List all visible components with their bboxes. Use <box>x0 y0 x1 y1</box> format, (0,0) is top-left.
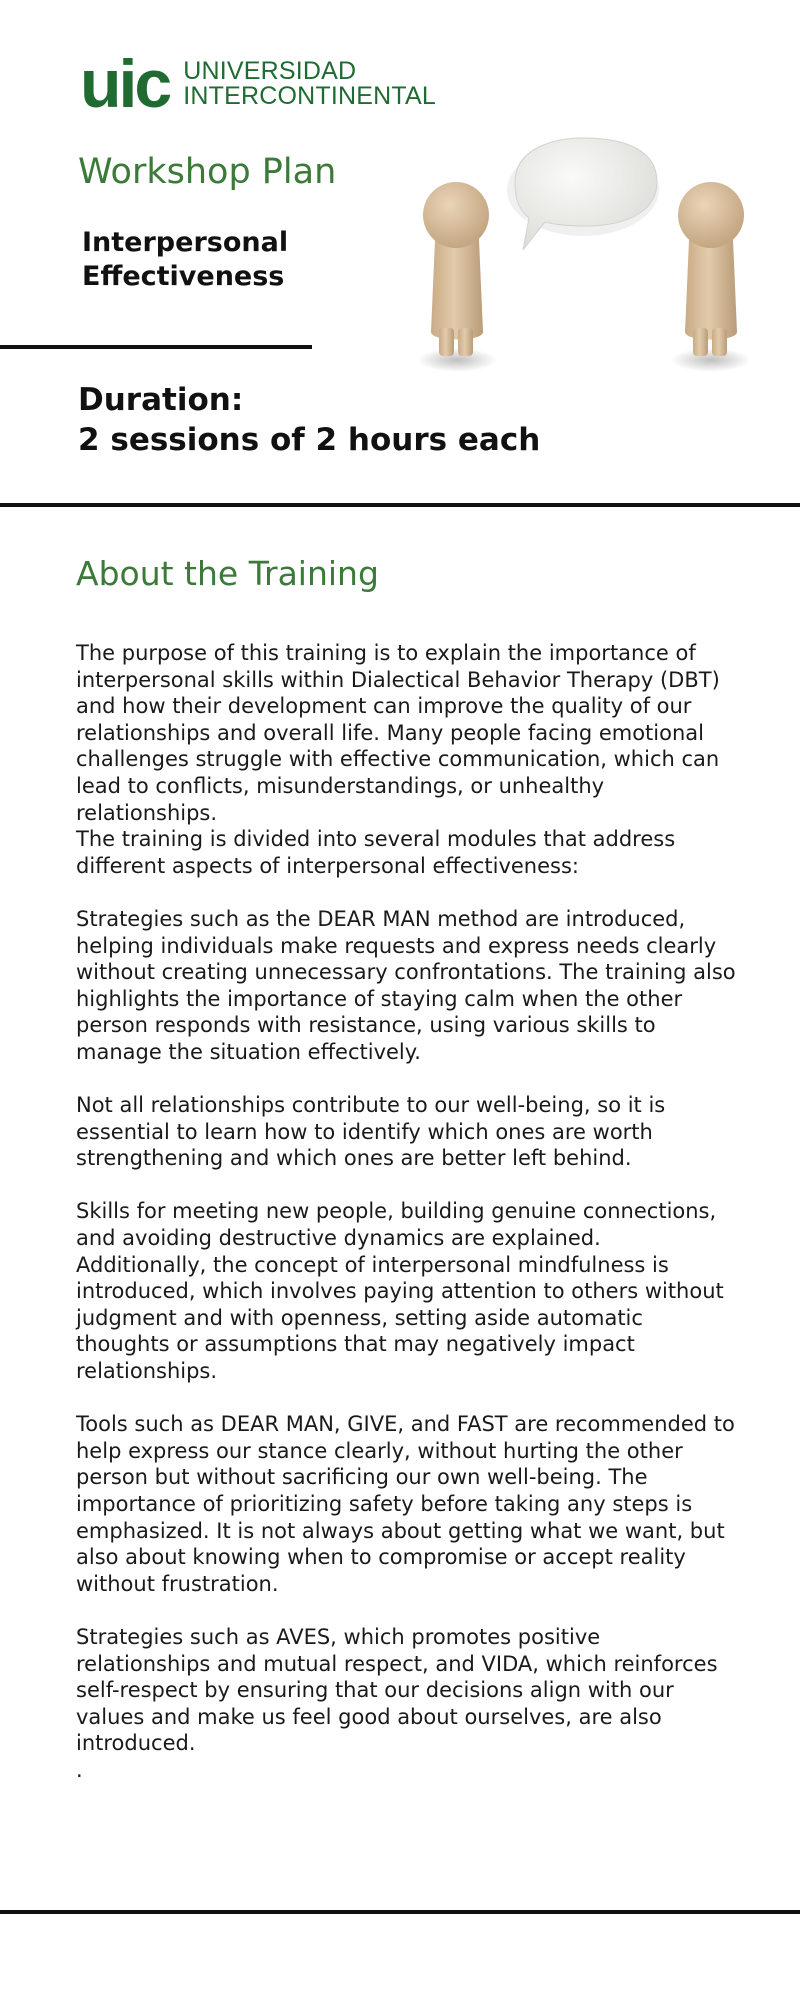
duration-label: Duration: <box>78 382 244 418</box>
two-figures-speech-bubble-icon <box>405 120 785 390</box>
duration-value: 2 sessions of 2 hours each <box>78 422 541 458</box>
about-paragraph: Skills for meeting new people, building genuine connections, and avoiding destructive dynamics are explained. Additionally, the concept of interpersonal mindfulness is introduced, which involves paying attention to others without judgment and with openness, setting aside automatic thoughts or assumptions that may negatively impact relationships. <box>76 1199 724 1384</box>
about-paragraph: Strategies such as AVES, which promotes positive relationships and mutual respect, and VIDA, which reinforces self-respect by ensuring that our decisions align with our values and make us feel good about ourselves, are also introduced. <box>76 1624 718 1756</box>
university-logo <box>80 46 436 122</box>
about-paragraph: Strategies such as the DEAR MAN method are introduced, helping individuals make requests and express needs clearly without creating unnecessary confrontations. The training also highlights the importance of staying calm when the other person responds with resistance, using various skills to manage the situation effectively. <box>76 906 736 1064</box>
trailing-mark: . <box>76 1757 83 1782</box>
workshop-name: Interpersonal Effectiveness <box>82 227 289 292</box>
about-intro-1: The purpose of this training is to explain the importance of interpersonal skills within Dialectical Behavior Therapy (DBT) and how their development can improve the quality of our relationships and overall life. Many people facing emotional challenges struggle with effective communication, which can lead to conflicts, misunderstandings, or unhealthy relationships. <box>76 641 720 825</box>
about-paragraph: Tools such as DEAR MAN, GIVE, and FAST are recommended to help express our stance clearly, without hurting the other person but without sacrificing our own well-being. The importance of prioritizing safety before taking any steps is emphasized. It is not always about getting what we want, but also about knowing when to compromise or accept reality without frustration. <box>76 1412 735 1596</box>
logo-line-1: UNIVERSIDAD <box>183 57 357 85</box>
divider-full <box>0 503 800 507</box>
about-body <box>76 640 736 1784</box>
plan-title: Workshop Plan <box>78 152 337 192</box>
logo-mark: uic <box>80 46 170 122</box>
duration-block <box>78 380 540 460</box>
divider-bottom <box>0 1910 800 1914</box>
logo-line-2: INTERCONTINENTAL <box>183 82 436 110</box>
logo-wordmark <box>183 59 436 109</box>
about-paragraph: Not all relationships contribute to our well-being, so it is essential to learn how to identify which ones are worth strengthening and which ones are better left behind. <box>76 1093 666 1171</box>
divider-short <box>0 345 312 349</box>
about-intro-2: The training is divided into several modules that address different aspects of interpersonal effectiveness: <box>76 827 676 878</box>
about-heading: About the Training <box>76 554 379 593</box>
